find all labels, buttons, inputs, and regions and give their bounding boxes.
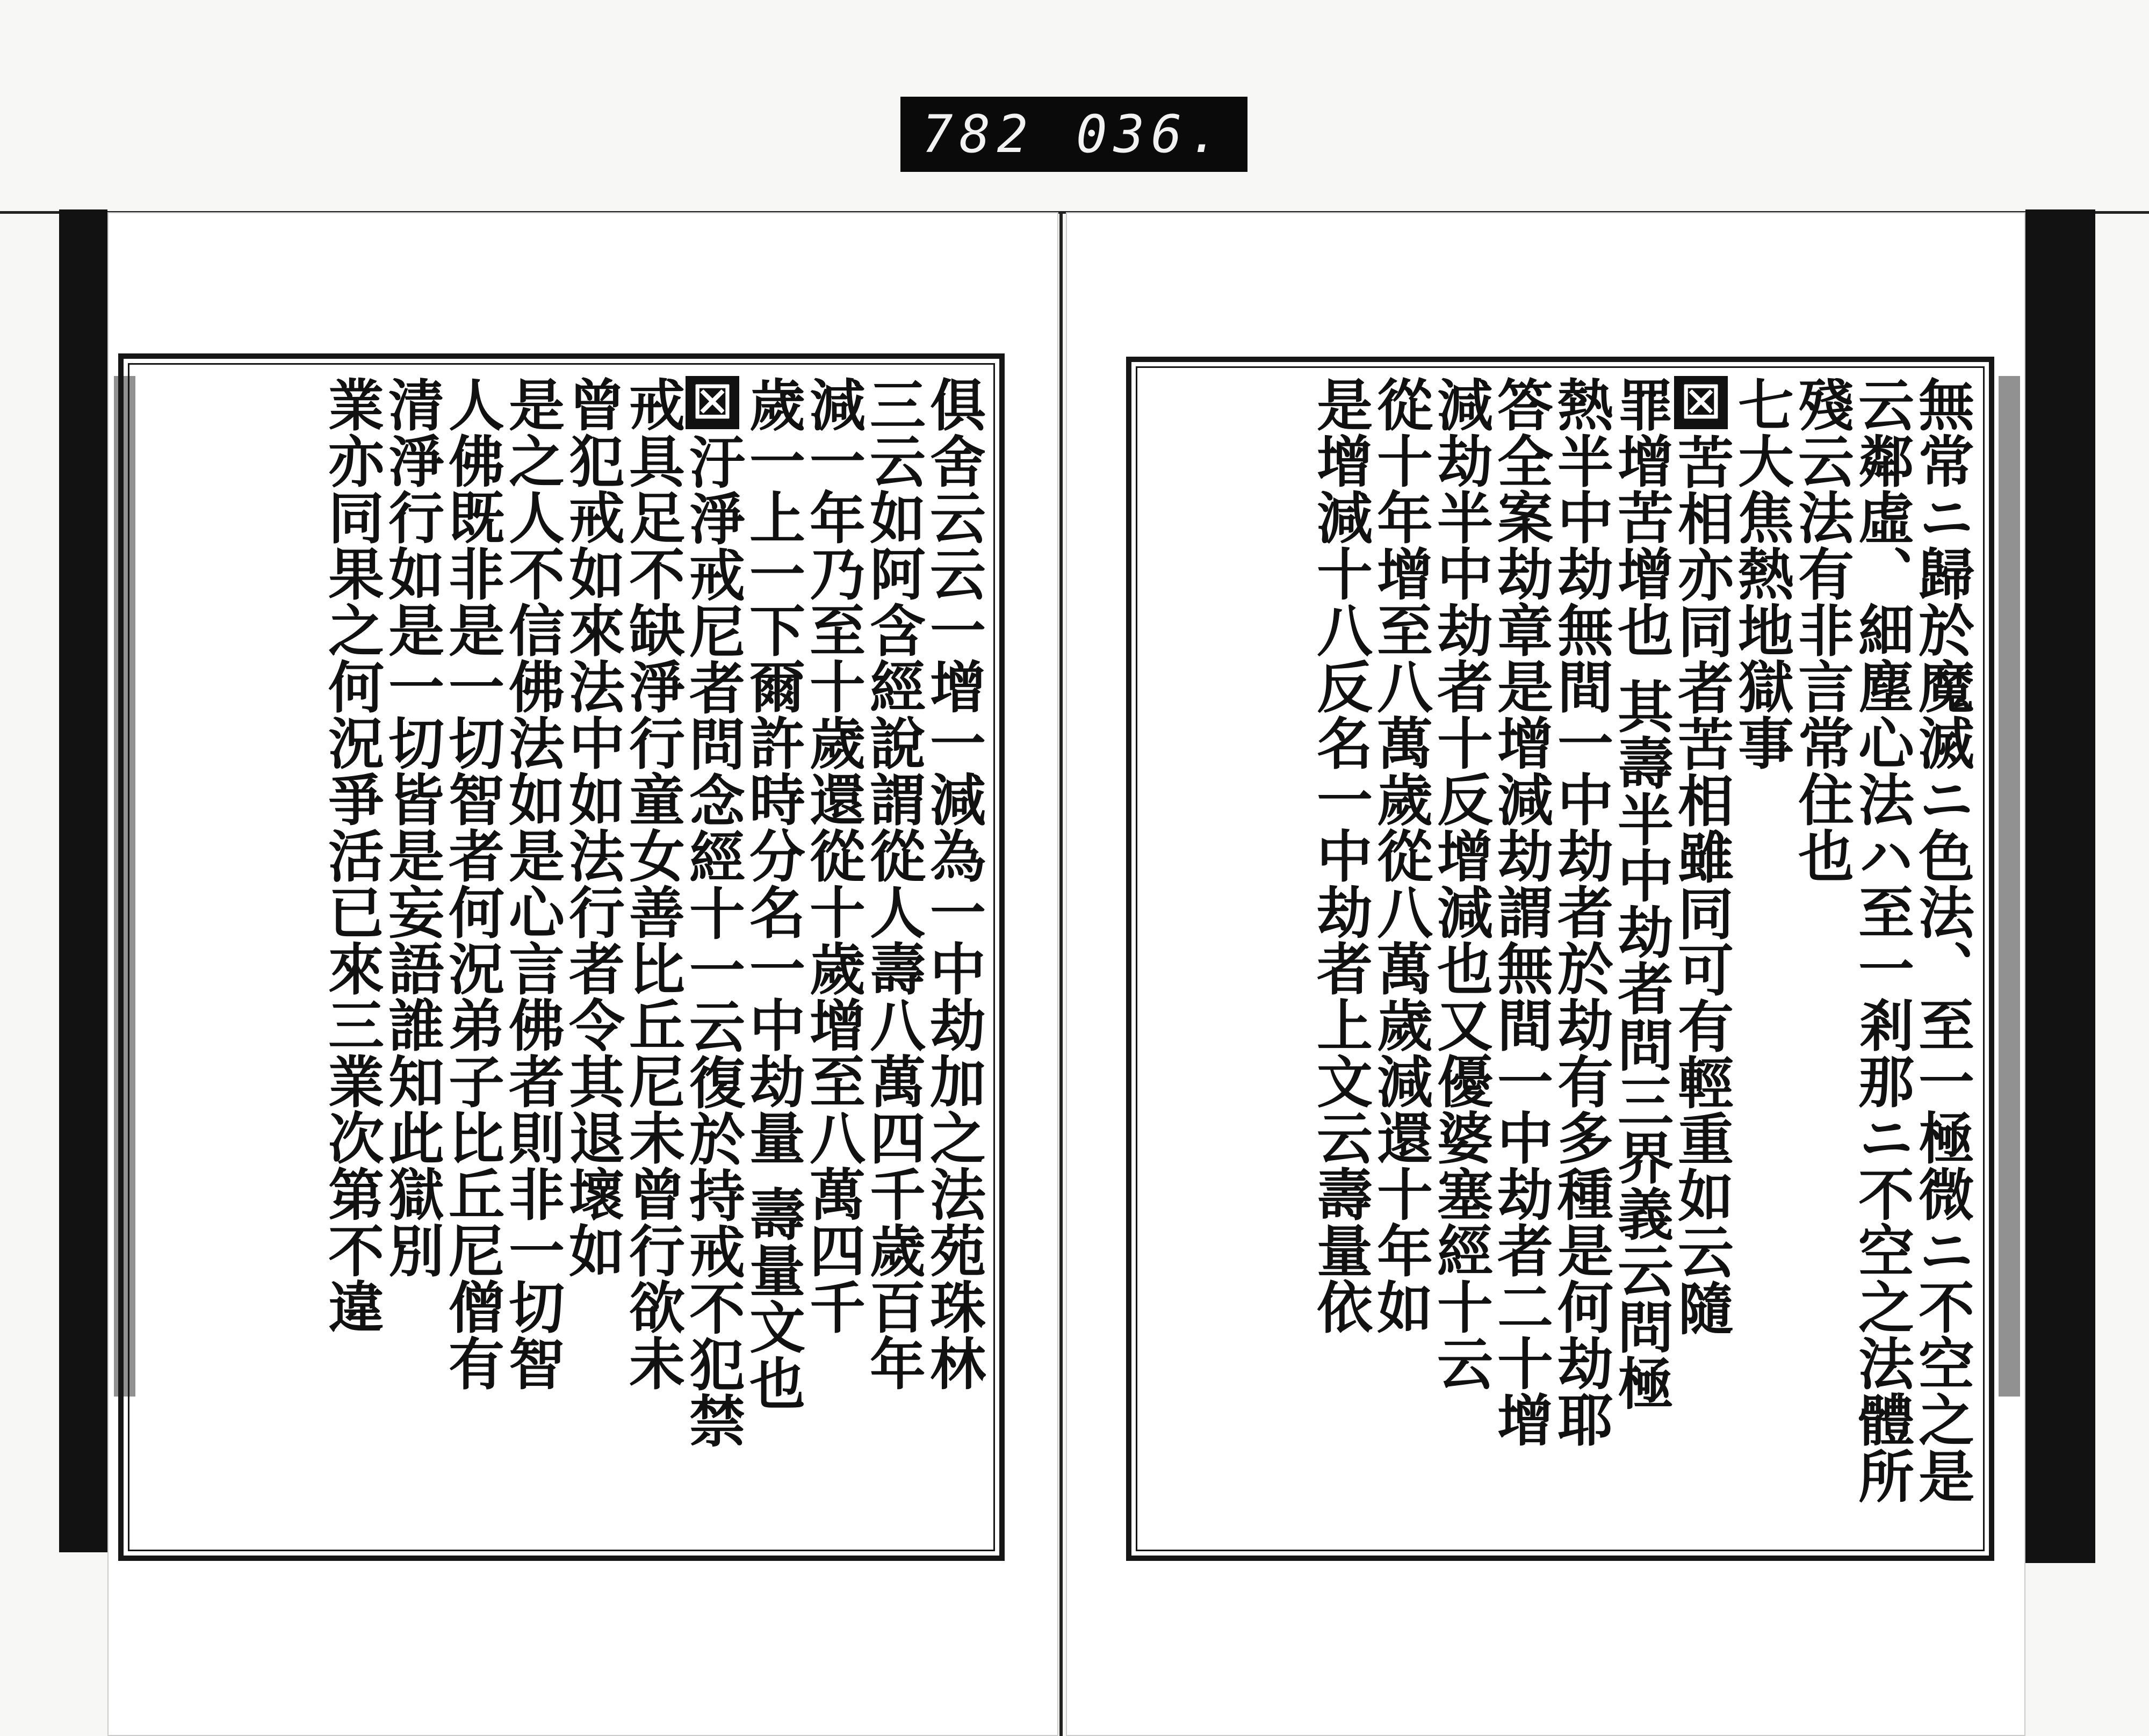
section-marker-icon: ☒ <box>686 376 739 429</box>
left-col-2: 三云如阿含經說謂從人壽八萬四千歲百年 <box>860 376 926 1391</box>
right-col-11: 是增減十八反名一中劫者上文云壽量依 <box>1307 376 1373 1335</box>
right-col-6: 罪增苦增也 其壽半中劫者問三界義云問極 <box>1608 376 1674 1412</box>
right-col-heading: 七大焦熱地獄事 <box>1728 376 1794 771</box>
right-col-9: 減劫半中劫者十反增減也又優婆塞經十云 <box>1427 376 1494 1391</box>
section-marker-icon: ☒ <box>1675 376 1728 429</box>
left-col-3: 減一年乃至十歲還從十歲增至八萬四千 <box>800 376 866 1335</box>
left-col-6: 戒具足不缺淨行童女善比丘尼未曾行欲未 <box>619 376 686 1391</box>
left-book-edge <box>59 209 107 1552</box>
right-col-5-text: 苦相亦同者苦相雖同可有輕重如云隨 <box>1668 433 1734 1336</box>
left-col-10: 清淨行如是一切皆是妄語誰知此獄別 <box>379 376 445 1278</box>
left-col-5-text: 汙淨戒尼者問念經十一云復於持戒不犯禁 <box>680 433 746 1449</box>
right-page-text <box>1150 376 1975 1547</box>
right-col-7: 熱半中劫無間一中劫者於劫有多種是何劫耶 <box>1548 376 1614 1448</box>
archive-label <box>900 97 1247 172</box>
right-col-10: 從十年增至八萬歲從八萬歲減還十年如 <box>1367 376 1433 1335</box>
archive-label-right: 036. <box>1076 104 1226 164</box>
center-gutter <box>1059 212 1063 1736</box>
left-col-5 <box>680 376 746 1547</box>
right-edge-marks <box>1999 376 2020 1397</box>
right-col-3: 殘云法有非言常住也 <box>1789 376 1855 884</box>
right-col-5 <box>1668 376 1734 1547</box>
left-page-text <box>145 376 986 1547</box>
right-col-2: 云鄰虛、細塵心法ハ至一剎那ニ不空之法體所 <box>1849 376 1915 1504</box>
left-col-1: 俱舍云云一增一減為一中劫加之法苑珠林 <box>920 376 986 1391</box>
left-col-7: 曾犯戒如來法中如法行者令其退壞如 <box>559 376 625 1278</box>
left-col-4: 歲一上一下爾許時分名一中劫量 壽量文也 <box>740 376 806 1412</box>
left-col-8: 是之人不信佛法如是心言佛者則非一切智 <box>499 376 565 1391</box>
right-col-8: 答全案劫章是增減劫謂無間一中劫者二十增 <box>1488 376 1554 1448</box>
archive-label-left: 782 <box>922 104 1035 164</box>
right-book-edge <box>2025 209 2095 1563</box>
left-col-11: 業亦同果之何況爭活已來三業次第不違 <box>319 376 385 1335</box>
right-col-1: 無常ニ歸於魔滅ニ色法、至一極微ニ不空之是 <box>1909 376 1975 1504</box>
left-col-9: 人佛既非是一切智者何況弟子比丘尼僧有 <box>439 376 505 1391</box>
